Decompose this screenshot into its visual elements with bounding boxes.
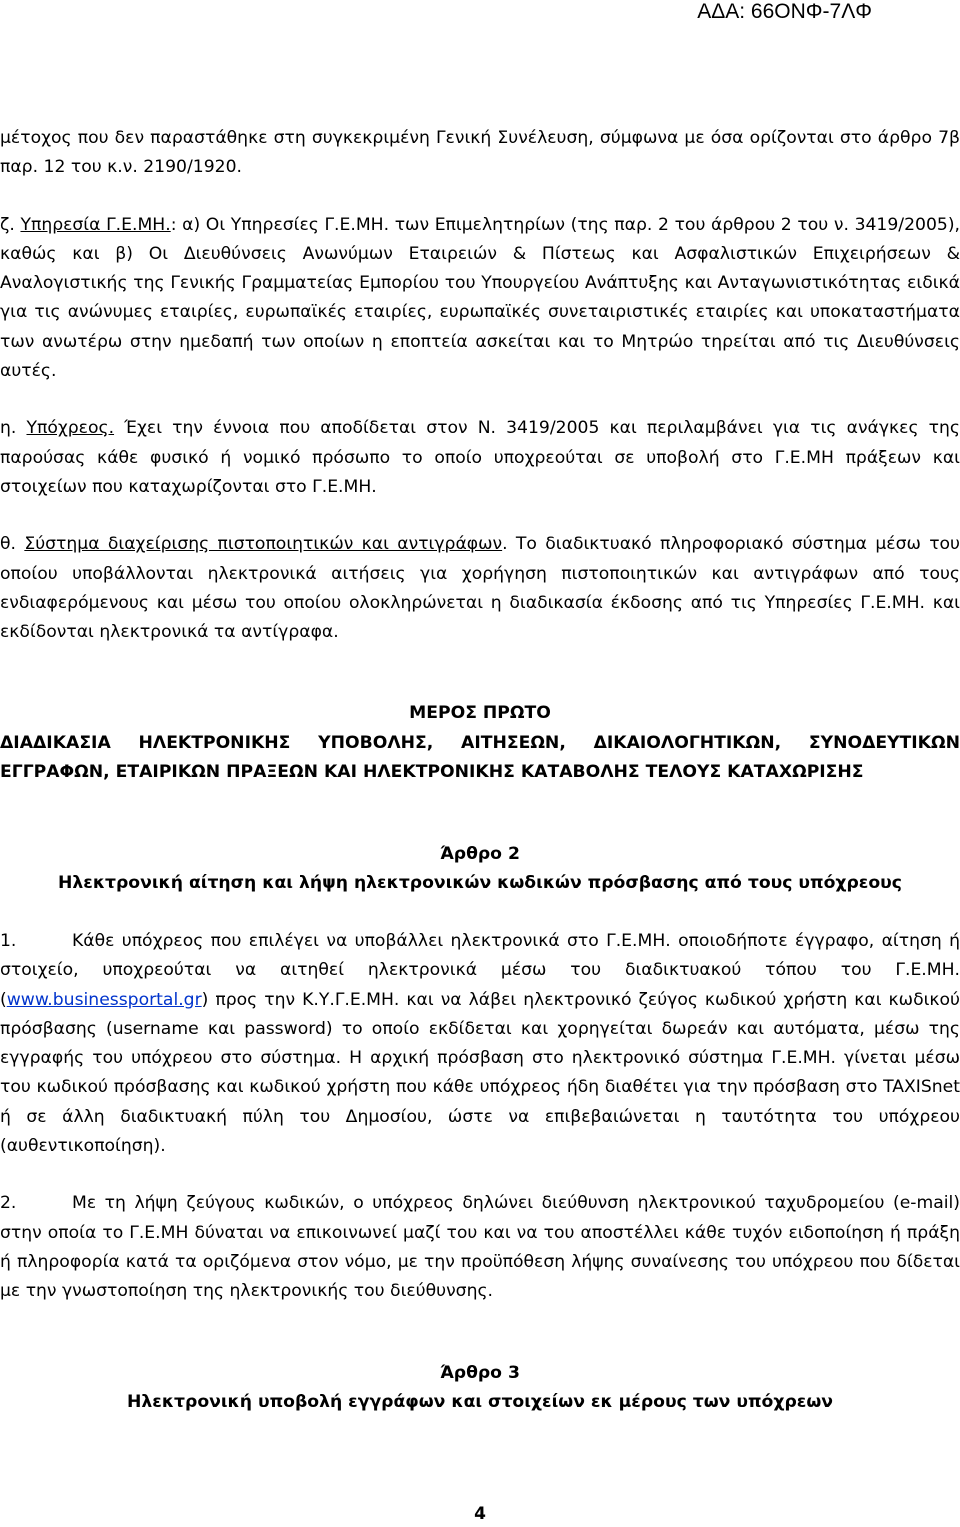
part-subtitle: ΔΙΑΔΙΚΑΣΙΑ ΗΛΕΚΤΡΟΝΙΚΗΣ ΥΠΟΒΟΛΗΣ, ΑΙΤΗΣΕΩΝ, ΔΙΚΑΙΟΛΟΓΗΤΙΚΩΝ, ΣΥΝΟΔΕΥΤΙΚΩΝ ΕΓΓΡΑΦΩΝ, ΕΤΑΙΡΙΚΩΝ ΠΡΑΞΕΩΝ ΚΑΙ ΗΛΕΚΤΡΟΝΙΚΗΣ ΚΑΤΑΒΟΛΗΣ ΤΕΛΟΥΣ ΚΑΤΑΧΩΡΙΣΗΣ <box>0 732 960 783</box>
article-3-title: Ηλεκτρονική υποβολή εγγράφων και στοιχείων εκ μέρους των υπόχρεων <box>127 1392 833 1413</box>
definition-eta <box>0 414 960 502</box>
page-number: 4 <box>474 1504 486 1524</box>
item-text: Με τη λήψη ζεύγους κωδικών, ο υπόχρεος δηλώνει διεύθυνση ηλεκτρονικού ταχυδρομείου (e-mail) στην οποία το Γ.Ε.ΜΗ δύναται να επικοινωνεί μαζί του και να του αποστέλλει κάθε τυχόν ειδοποίηση ή πράξη ή πληροφορία κατά τα οριζόμενα στον νόμο, με την προϋπόθεση λήψης συναίνεσης του υπόχρεου που δίδεται με την γνωστοποίηση της ηλεκτρονικής του διεύθυνσης. <box>0 1193 960 1302</box>
definition-text: . Το διαδικτυακό πληροφοριακό σύστημα μέσω του οποίου υποβάλλονται ηλεκτρονικά αιτήσεις για χορήγηση πιστοποιητικών και αντιγράφων από τους ενδιαφερόμενους και μέσω του οποίου ολοκληρώνεται η διαδικασία έκδοσης από τις Υπηρεσίες Γ.Ε.ΜΗ. και εκδίδονται ηλεκτρονικά τα αντίγραφα. <box>0 534 960 643</box>
article-2-heading: Άρθρο 2 <box>440 843 520 864</box>
definition-term: Σύστημα διαχείρισης πιστοποιητικών και αντιγράφων <box>24 534 503 555</box>
part-title: ΜΕΡΟΣ ΠΡΩΤΟ <box>409 703 551 724</box>
document-body <box>0 124 960 1418</box>
article-2-item-1 <box>0 927 960 1161</box>
item-number: 2. <box>0 1193 17 1214</box>
article-2-item-2 <box>0 1189 960 1306</box>
article-2-title: Ηλεκτρονική αίτηση και λήψη ηλεκτρονικών κωδικών πρόσβασης από τους υπόχρεους <box>58 873 902 894</box>
businessportal-link[interactable]: www.businessportal.gr <box>6 989 202 1010</box>
definition-term: Υπόχρεος. <box>26 418 115 439</box>
paragraph-continuation: μέτοχος που δεν παραστάθηκε στη συγκεκριμένη Γενική Συνέλευση, σύμφωνα με όσα ορίζονται στο άρθρο 7β παρ. 12 του κ.ν. 2190/1920. <box>0 128 960 178</box>
definition-term: Υπηρεσία Γ.Ε.ΜΗ. <box>20 214 171 235</box>
article-3-heading: Άρθρο 3 <box>440 1362 520 1383</box>
definition-label: η. <box>0 418 17 439</box>
item-text: ) προς την Κ.Υ.Γ.Ε.ΜΗ. και να λάβει ηλεκτρονικό ζεύγος κωδικού χρήστη και κωδικού πρόσβασης (username και password) το οποίο εκδίδεται και χορηγείται δωρεάν και αυτόματα, μέσω της εγγραφής του υπόχρεου στο σύστημα. Η αρχική πρόσβαση στο ηλεκτρονικό σύστημα Γ.Ε.ΜΗ. γίνεται μέσω του κωδικού πρόσβασης και κωδικού χρήστη που κάθε υπόχρεος ήδη διαθέτει για την πρόσβαση στο TAXISnet ή σε άλλη διαδικτυακή πύλη του Δημοσίου, ώστε να επιβεβαιώνεται η ταυτότητα του υπόχρεου (αυθεντικοποίηση). <box>0 989 960 1157</box>
definition-theta <box>0 530 960 647</box>
definition-zeta <box>0 211 960 387</box>
item-text: Κάθε υπόχρεος που επιλέγει να υποβάλλει ηλεκτρονικά στο Γ.Ε.ΜΗ. οποιοδήποτε έγγραφο, αίτηση ή στοιχείο, υποχρεούται να αιτηθεί ηλεκτρονικά μέσω του διαδικτυακού τόπου του Γ.Ε.ΜΗ.( <box>0 930 960 1010</box>
definition-label: θ. <box>0 534 16 555</box>
item-number: 1. <box>0 930 17 951</box>
definition-text: Έχει την έννοια που αποδίδεται στον Ν. 3419/2005 και περιλαμβάνει για τις ανάγκες της παρούσας κάθε φυσικό ή νομικό πρόσωπο το οποίο υποχρεούται σε υποβολή στο Γ.Ε.ΜΗ πράξεων και στοιχείων που καταχωρίζονται στο Γ.Ε.ΜΗ. <box>0 418 960 497</box>
definition-text: : α) Οι Υπηρεσίες Γ.Ε.ΜΗ. των Επιμελητηρίων (της παρ. 2 του άρθρου 2 του ν. 3419/2005), καθώς και β) Οι Διευθύνσεις Ανωνύμων Εταιρειών & Πίστεως και Ασφαλιστικών Επιχειρήσεων & Αναλογιστικής της Γενικής Γραμματείας Εμπορίου του Υπουργείου Ανάπτυξης και Ανταγωνιστικότητας ειδικά για τις ανώνυμες εταιρίες, ευρωπαϊκές εταιρίες, ευρωπαϊκές συνεταιριστικές εταιρίες και υποκαταστήματα των ανωτέρω στην ημεδαπή των οποίων η εποπτεία ασκείται και το Μητρώο τηρείται από τις Διευθύνσεις αυτές. <box>0 214 960 382</box>
definition-label: ζ. <box>0 214 15 235</box>
ada-code: ΑΔΑ: 66ΟΝΦ-7ΛΦ <box>697 0 872 23</box>
